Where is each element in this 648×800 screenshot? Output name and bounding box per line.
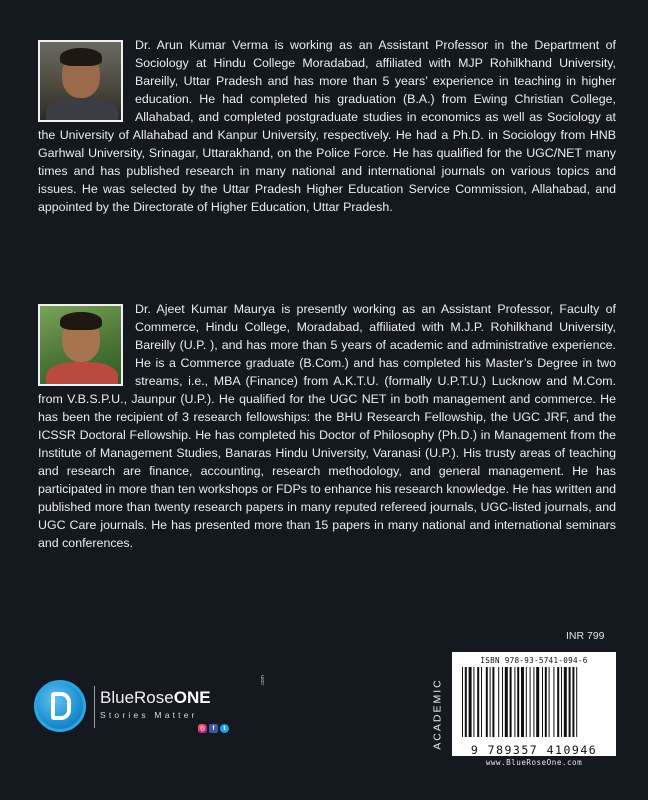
social-icons bbox=[198, 724, 229, 733]
publisher-website: www.BlueRoseOne.com bbox=[485, 758, 583, 767]
barcode-bars bbox=[460, 667, 608, 737]
category-label: ACADEMIC bbox=[432, 678, 444, 750]
isbn-text: ISBN 978-93-5741-094-6 bbox=[480, 656, 588, 665]
isbn-barcode bbox=[452, 652, 616, 756]
publisher-tagline: Stories Matter bbox=[100, 710, 198, 720]
barcode-digits: 9 789357 410946 bbox=[470, 743, 598, 757]
price-label: INR 799 bbox=[566, 630, 605, 642]
author-photo-verma bbox=[38, 40, 123, 122]
author-bio-text: Dr. Ajeet Kumar Maurya is presently working as an Assistant Professor, Faculty of Commerce, Hindu College, Moradabad, affiliated with M.J.P. Rohilkhand University, Bareilly (U.P. ), and has more than 5 years of academic and administrative experience. He is a Commerce graduate (B.Com.) and has completed his Master’s Degree in two streams, i.e., MBA (Finance) from A.K.T.U. (formally U.P.T.U.) Lucknow and M.Com. from V.B.S.P.U., Jaunpur (U.P.). He qualified for the UGC NET in both management and commerce. He has been the recipient of 3 research fellowships: the BHU Research Fellowship, the UGC JRF, and the ICSSR Doctoral Fellowship. He has completed his Doctor of Philosophy (Ph.D.) in Management from the Institute of Management Studies, Banaras Hindu University, Varanasi (U.P.). His trusty areas of teaching and research are finance, accounting, research methodology, and general management. He has participated in more than ten workshops or FDPs to enhance his research knowledge. He has written and published more than twenty research papers in many reputed refereed journals, UGC-listed journals, and UGC Care journals. He has presented more than 15 papers in many national and international seminars and conferences. bbox=[38, 302, 616, 550]
author-bio-text: Dr. Arun Kumar Verma is working as an Assistant Professor in the Department of Sociology at Hindu College Moradabad, affiliated with MJP Rohilkhand University, Bareilly, Uttar Pradesh and has more than 5 years’ experience in teaching in higher education. He had completed his graduation (B.A.) from Ewing Christian College, Allahabad, and completed postgraduate studies in economics as well as Sociology at the University of Allahabad and Kanpur University, respectively. He had a Ph.D. in Sociology from HNB Garhwal University, Srinagar, Uttarakhand, on the Police Force. He has qualified for the UGC/NET many times and has published research in many national and international journals on various topics and issues. He was selected by the Uttar Pradesh Higher Education Service Commission, Allahabad, and appointed by the Directorate of Higher Education, Uttar Pradesh. bbox=[38, 38, 616, 214]
author-photo-maurya bbox=[38, 304, 123, 386]
facebook-icon: f bbox=[209, 724, 218, 733]
publisher-name: BlueRoseONE .com bbox=[100, 675, 266, 707]
logo-divider bbox=[94, 686, 95, 728]
instagram-icon: ◎ bbox=[199, 725, 206, 732]
twitter-icon: t bbox=[220, 724, 229, 733]
author-bio-maurya bbox=[38, 300, 616, 552]
author-bio-verma bbox=[38, 36, 616, 216]
bluerose-b-logo-icon bbox=[34, 680, 86, 732]
publisher-logo bbox=[34, 675, 266, 750]
